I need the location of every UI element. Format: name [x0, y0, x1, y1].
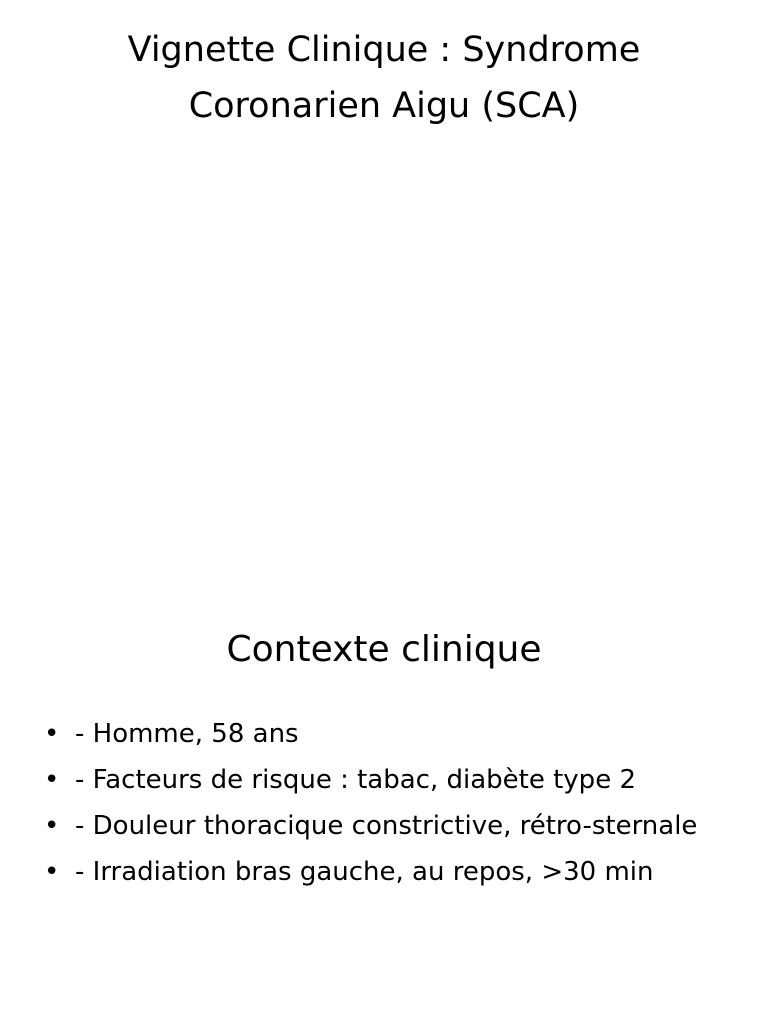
list-item-text: - Douleur thoracique constrictive, rétro-sternale — [75, 811, 698, 841]
bullet-dot-icon: • — [44, 765, 60, 795]
section-heading: Contexte clinique — [226, 629, 542, 670]
bullet-list — [40, 714, 720, 898]
list-item — [40, 714, 720, 754]
list-item-text: - Homme, 58 ans — [75, 719, 299, 749]
list-item — [40, 852, 720, 892]
list-item-text: - Irradiation bras gauche, au repos, >30 min — [75, 857, 654, 887]
slide-title-line-2: Coronarien Aigu (SCA) — [188, 86, 580, 126]
list-item-text: - Facteurs de risque : tabac, diabète type 2 — [75, 765, 636, 795]
bullet-dot-icon: • — [44, 857, 60, 887]
bullet-dot-icon: • — [44, 811, 60, 841]
bullet-dot-icon: • — [44, 719, 60, 749]
slide-title-line-1: Vignette Clinique : Syndrome — [127, 30, 641, 70]
list-item — [40, 806, 720, 846]
list-item — [40, 760, 720, 800]
slide-title — [40, 22, 728, 134]
